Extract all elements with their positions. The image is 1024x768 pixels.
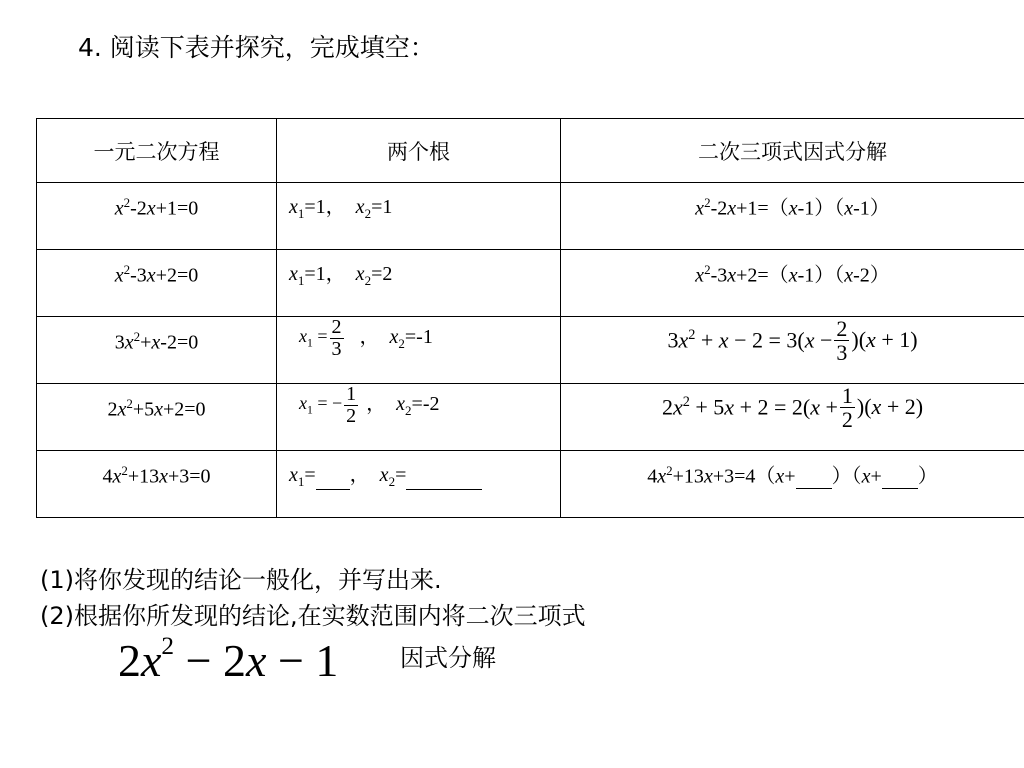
header-factorization: 二次三项式因式分解 <box>561 119 1024 183</box>
roots-cell: $x_1$ = $\frac{2}{3}$ ， $x_2=-1$ <box>299 316 433 360</box>
blank-factor-1[interactable] <box>796 470 832 489</box>
factor-cell: $4x^2+13x+3=4(x+ )(x+$ ） <box>647 463 938 488</box>
equation-cell: $2x^2+5x+2=0$ <box>107 396 206 421</box>
equation-cell: $3x^2+x-2=0$ <box>114 329 199 354</box>
question-2: (2)根据你所发现的结论,在实数范围内将二次三项式 <box>40 602 586 630</box>
header-roots: 两个根 <box>277 119 561 183</box>
roots-cell: $x_1$ = − $\frac{1}{2}$ ， $x_2=-2$ <box>299 383 440 427</box>
roots-cell: $x_1=1$， $x_2=1$ <box>289 196 393 221</box>
blank-root-1[interactable] <box>316 471 350 490</box>
equation-cell: $x^2-3x+2=0$ <box>114 262 199 287</box>
fraction-one-half: $\frac{1}{2}$ <box>346 383 357 427</box>
factor-cell: $3x^2 + x - 2 = 3(x$ − $\frac{2}{3}$ )(x + 1) <box>667 316 918 366</box>
header-equation: 一元二次方程 <box>37 119 277 183</box>
blank-factor-2[interactable] <box>882 470 918 489</box>
question-2-tail: 因式分解 <box>400 644 496 672</box>
table-header-row <box>37 119 1024 183</box>
blank-root-2[interactable] <box>406 471 482 490</box>
table-row <box>37 451 1024 518</box>
problem-title: 4. 阅读下表并探究，完成填空： <box>78 33 435 62</box>
factor-cell: $x^2-2x+1=(x-1)(x-1)$ <box>695 195 890 220</box>
equation-cell: $4x^2+13x+3=0$ <box>102 463 211 488</box>
table-row <box>37 183 1024 250</box>
table-row <box>37 250 1024 317</box>
equation-table <box>36 118 1024 518</box>
equation-cell: $x^2-2x+1=0$ <box>114 195 199 220</box>
table-row <box>37 317 1024 384</box>
factor-cell: $x^2-3x+2=(x-1)(x-2)$ <box>695 262 890 287</box>
target-expression: $2x^2 - 2x - 1$ <box>118 632 339 686</box>
fraction-two-thirds: $\frac{2}{3}$ <box>331 316 342 360</box>
roots-cell: $x_1=$ ， $x_2=$ <box>277 451 560 490</box>
question-1: (1)将你发现的结论一般化，并写出来. <box>40 566 442 594</box>
factor-cell: $2x^2 + 5x + 2 = 2(x$ + $\frac{1}{2}$ )(x + 2) <box>661 383 924 433</box>
fraction-one-half: $\frac{1}{2}$ <box>841 383 853 433</box>
table-row <box>37 384 1024 451</box>
fraction-two-thirds: $\frac{2}{3}$ <box>836 316 848 366</box>
roots-cell: $x_1=1$， $x_2=2$ <box>289 263 393 288</box>
